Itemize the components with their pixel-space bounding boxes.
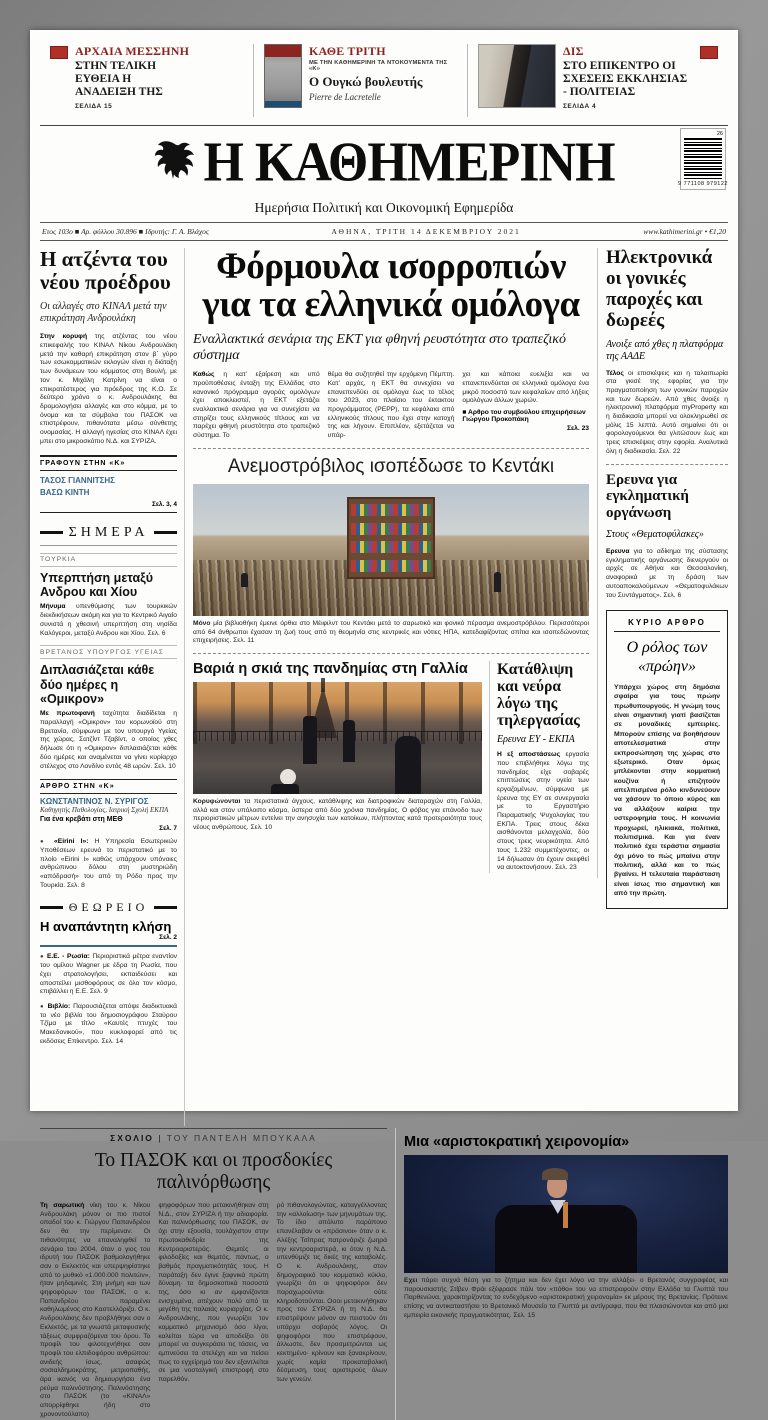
simera-item-body: Με πρωτοφανή ταχύτητα διαδίδεται η παραλλαγή «Ομικρον» του κορωνοϊού στη Βρετανία, σύμφωνα με τον υπουργό Υγείας της χώρας, Σατζίντ Τζαβίντ, ο οποίος χθες δήλωσε ότι η «Ομικρον» διπλασιάζεται κάθε δύο ημέρες και αναμένεται να γίνει κυρίαρχο στέλεχος στο Λονδίνο εντός 48 ωρών. Σελ. 10	[40, 710, 177, 770]
fry-headline: Μια «αριστοκρατική χειρονομία»	[404, 1134, 630, 1150]
teaser-kicker: ΚΑΘΕ ΤΡΙΤΗ	[309, 44, 386, 58]
author-name: ΤΑΣΟΣ ΓΙΑΝΝΙΤΣΗΣ	[40, 476, 115, 486]
arthro-header: ΑΡΘΡΟ ΣΤΗΝ «Κ»	[40, 779, 177, 794]
page-ref: Σελ. 23	[566, 425, 590, 433]
barcode-digits: 9 771108 979122	[678, 181, 728, 187]
masthead-subtitle: Ημερήσια Πολιτική και Οικονομική Εφημερίδα	[254, 200, 514, 215]
teaser-subkicker: ΜΕ ΤΗΝ ΚΑΘΗΜΕΡΙΝΗ ΤΑ ΝΤΟΚΟΥΜΕΝΤΑ ΤΗΣ «Κ»	[309, 60, 448, 72]
author-name: ΒΑΣΩ ΚΙΝΤΗ	[40, 488, 90, 498]
dashed-separator	[193, 653, 589, 654]
teaser-strip	[40, 40, 728, 126]
page-ref: Σελ. 3, 4	[40, 501, 177, 513]
left-rail	[40, 248, 184, 1126]
teaser-church	[467, 44, 728, 117]
right-story-title: Ερευνα για εγκληματική οργάνωση	[606, 471, 689, 522]
kentucky-headline: Ανεμοστρόβιλος ισοπέδωσε το Κεντάκι	[227, 455, 555, 477]
tie	[563, 1202, 568, 1228]
teaser-messini	[40, 44, 253, 117]
bullet-item: ● Ε.Ε. - Ρωσία: Περιοριστικά μέτρα εναντίον του ομίλου Wagner με έδρα τη Ρωσία, που έχει στρατολογήσει, εκπαιδεύσει και αποστείλει μισθοφόρους σε όλο τον κόσμο, επιβάλλει η Ε.Ε. Σελ. 9	[40, 953, 178, 996]
commentary-body: Τη σαρωτική νίκη του κ. Νίκου Ανδρουλάκη μόνον οι πιο πιστοί οπαδοί του κ. Γιώργου Παπανδρέου δεν θα την περίμεναν. Οι πιθανότητες να επαναληφθεί το σενάριο του 2004, όταν ο γιος του ιδρυτή του ΠΑΣΟΚ βαθμολογήθηκε σαν ο Εκλεκτός και υπερψηφίστηκε από το μυθικό «1.000.000 πολιτών», ήταν μηδαμινές. Στη μνήμη και των ψηφοφόρων του ΠΑΣΟΚ, ο κ. Παπανδρέου παραμένει καθηλωμένος στο Καστελλόριζο. Ο κ. Ανδρουλάκης δεν προβλήθηκε σαν ο Εκλεκτός, με τα γνωστά μεταφυσικής τάξεως συμφραζόμενα του όρου. Το προφίλ του φιλοτεχνήθηκε σαν προφίλ του ελπιδοφόρου ανθρώπου: ανιδεής ίσως, ασαφώς σοσιαλδημοκράτης, μετριοπαθής, άρα ικανός να δημιουργήσει ένα ρεύμα παλινόστησης. Παλινόστησης στο ΠΑΣΟΚ (το «ΚΙΝΑΛ» απορρίφθηκε ήδη στο χρονοντούλαπο) ψηφοφόρων που μετακινήθηκαν στη Ν.Δ., στον ΣΥΡΙΖΑ ή την αδιαφορία. Και παλινόρθωσης του ΠΑΣΟΚ, αν όχι στην εξουσία, τουλάχιστον στην πρωτοκαθεδρία της Κεντροαριστεράς. Θεμιτές οι φιλοδοξίες και θεμιτός, πάντως, ο βαθμός πραγματικότητάς τους. Η παράταξη δεν έγινε ξαφνικά πρώτη δύναμη· τα δημοσκοπικά ποσοστά της, όσο κι αν εμφανίζονται ενισχυμένα, απέχουν πολύ από τα μεγέθη της παλαιάς κυριαρχίας. Ο κ. Ανδρουλάκης, που γνωρίζει τον κομματικό μηχανισμό όσο λίγοι, καλείται τώρα να αποδείξει ότι μπορεί να συγκεράσει τις τάσεις, να εμπνεύσει τα στελέχη και να πείσει πως το εγχείρημά του δεν εξαντλείται σε μια νοσταλγική επιστροφή στο παρελθόν. ρό πιθανολογώντας, καταγγέλλοντας την «αλλοίωση» των μηνυμάτων της. Το ίδιο απόλυτο παράπονο επανέλαβαν οι «πράσινοι» όταν ο κ. Αλέξης Τσίπρας πατρονάριζε ζωηρά την κεντροαριστερά, κι όταν η Ν.Δ. υπενθύμιζε τις δικές της καταβολές. Ο κ. Ανδρουλάκης, στον δημογραφικό του κομματικό κύκλο, γνωρίζει ότι οι ψηφοφόροι δεν παραχωρούνται ούτε κληροδοτούνται. Οσοι μετακινήθηκαν προς τον ΣΥΡΙΖΑ ή τη Ν.Δ. θα επιστρέψουν μόνον αν πειστούν ότι υπάρχει σοβαρός λόγος. Οι ψηφοφόροι που επιστρέφουν, άλλωστε, δεν προσμετρώνται ως κεκτημένο· κρίνουν και ξανακρίνουν, χωρίς καμία προκαταβολική δέσμευση, τους αριστερούς όλων των γενεών.	[40, 1202, 387, 1418]
arthro-author: ΚΩΝΣΤΑΝΤΙΝΟΣ Ν. ΣΥΡΙΓΟΣ	[40, 797, 149, 807]
simera-item-body: Μήνυμα υπενθύμισης των τουρκικών διεκδικήσεων ακόμη και για το Κεντρικό Αιγαίο συνιστά η χθεσινή υπερπτήση στη νησίδα Καλόγεροι, μεταξύ Ανδρου και Χίου. Σελ. 6	[40, 603, 177, 637]
eirini-item: ● «Eirini I»: Η Υπηρεσία Εσωτερικών Υποθέσεων ερευνά το περιστατικό με το πλοίο «Eirini I» καθώς υπάρχουν υπόνοιες ανθρώπινου δόλου στη μυστηριώδη «απόδρασή» του από τη Ρόδο προς την Τουρκία. Σελ. 8	[40, 838, 178, 889]
editorial-title: Ο ρόλος των «πρώην»	[626, 639, 708, 675]
church-state-photo	[478, 44, 556, 108]
telework-story	[490, 661, 589, 873]
lead-body: Καθώς η κατ’ εξαίρεση και υπό προϋποθέσεις ένταξη της Ελλάδας στο κανονικό πρόγραμμα αγοράς ομολόγων έχει αποκλειστεί, η ΕΚΤ εξετάζει εναλλακτικά σενάρια για να συνεχίσει να στηρίζει τους ελληνικούς τίτλους και να παρέχει φθηνή ρευστότητα στο τραπεζικό σύστημα. Το θέμα θα συζητηθεί την ερχόμενη Πέμπτη. Κατ’ αρχάς, η ΕΚΤ θα συνεχίσει να επανεπενδύει σε ομόλογα έως το τέλος του 2023, στο πλαίσιο του έκτακτου προγράμματος (PEPP), τα κεφάλαια από ελληνικούς τίτλους που έχει στην κατοχή της και λήγουν. Επιπλέον, εξετάζεται να υπάρ- χει και κάποια ευελιξία και να επανεπενδύεται σε ελληνικά ομόλογα ένα μικρό ποσοστό των κεφαλαίων από λήξεις ομολόγων άλλων χωρών. ■ Αρθρο του συμβούλου επιχειρήσεων Γιώργου Προκοπάκη Σελ. 23	[193, 371, 590, 440]
commentary-headline: Το ΠΑΣΟΚ και οι προσδοκίες παλινόρθωσης	[94, 1150, 333, 1193]
telework-deck: Ερευνα ΕΥ - ΕΚΠΑ	[497, 734, 575, 746]
fry-caption: Εχει πάρει συχνά θέση για το ζήτημα και δεν έχει λόγο να την αλλάξει· ο Βρετανός συγγραφέας και παρουσιαστής Στίβεν Φράι εξέφρασε πάλι τον «πόθο» του να επιστραφούν στην Ελλάδα τα Γλυπτά του Παρθενώνα, χαρακτηρίζοντας το ενδεχόμενο «αριστοκρατική χειρονομία» εκ μέρους της Βρετανίας. Πρότεινε επίσης να αντικαταστήσει το Βρετανικό Μουσείο τα Γλυπτά με αντίγραφα, που θα πλαισιώνονται και από μια εμπειρία εικονικής πραγματικότητας. Σελ. 15	[404, 1277, 728, 1319]
simera-item-title: Υπερπτήση μεταξύ Ανδρου και Χίου	[40, 570, 154, 600]
fry-article	[396, 1128, 728, 1420]
right-story-body: Ερευνα για το αδίκημα της σύστασης εγκληματικής οργάνωσης διενεργούν οι αρχές σε Αθήνα και Θεσσαλονίκη, αναφορικά με τη δράση των αυτοαποκαλούμενων «Θεματοφυλάκων του Συντάγματος». Σελ. 6	[606, 547, 728, 599]
bookshelf	[347, 497, 434, 579]
telework-headline: Κατάθλιψη και νεύρα λόγω της τηλεργασίας	[497, 660, 580, 730]
lead-note: ■ Αρθρο του συμβούλου επιχειρήσεων Γιώργου Προκοπάκη	[462, 409, 586, 424]
teaser-page: ΣΕΛΙΔΑ 4	[563, 102, 597, 110]
teaser-title: ΣΤΟ ΕΠΙΚΕΝΤΡΟ ΟΙ ΣΧΕΣΕΙΣ ΕΚΚΛΗΣΙΑΣ - ΠΟΛΙΤΕΙΑΣ	[563, 60, 688, 99]
child-silhouette	[271, 784, 299, 794]
kicker-tourkia: ΤΟΥΡΚΙΑ	[40, 553, 177, 567]
dashed-separator	[193, 448, 589, 449]
right-story-body: Τέλος οι επισκέψεις και η ταλαιπωρία στα γκισέ της εφορίας για την πραγματοποίηση των γονικών παροχών και των δωρεών. Από χθες άνοιξε η ηλεκτρονική πλατφόρμα myProperty και η διαδικασία μπορεί να ολοκληρωθεί σε μόλις 15 λεπτά. Αυτό σημαίνει ότι οι φορολογούμενοι θα γλιτώσουν έως και τρεις επισκέψεις στην εφορία. Αναλυτικά όλη η διαδικασία. Σελ. 22	[606, 369, 728, 455]
france-caption: Κορυφώνονται τα περιστατικά άγχους, κατάθλιψης και διατροφικών διαταραχών στη Γαλλία, αλλά και στον υπόλοιπο κόσμο, ύστερα από δύο χρόνια πανδημίας. Ο φόβος για επάνοδο των περιοριστικών μέτρων εντείνει την ανησυχία των κατοίκων, πλήττοντας κατά προτεραιότητα τους νέους ανθρώπους. Σελ. 10	[193, 797, 483, 832]
bullet-item: ● Βιβλίο: Παρουσιάζεται απόψε διαδικτυακά το νέο βιβλίο του δημοσιογράφου Σταύρου Τζίμα με τίτλο «Καυτές πτυχές του Μακεδονικού», που κυκλοφορεί από τις εκδόσεις Επίκεντρο. Σελ. 14	[40, 1002, 178, 1045]
kicker-health-minister: ΒΡΕΤΑΝΟΣ ΥΠΟΥΡΓΟΣ ΥΓΕΙΑΣ	[40, 645, 177, 659]
editorial-box	[606, 610, 728, 908]
lead-headline: Φόρμουλα ισορροπιών για τα ελληνικά ομόλογα	[202, 246, 580, 326]
teaser-page: ΣΕΛΙΔΑ 15	[75, 102, 113, 110]
person-silhouette	[241, 573, 248, 587]
park-fence	[193, 731, 482, 741]
simera-header: ΣΗΜΕΡΑ	[40, 525, 177, 541]
theoreio-title: Η αναπάντητη κλήση	[40, 919, 172, 935]
hair	[542, 1168, 568, 1180]
lead-deck: Εναλλακτικά σενάρια της ΕΚΤ για φθηνή ρευστότητα στο τραπεζικό σύστημα	[193, 332, 567, 364]
page-ref: Σελ. 2	[40, 934, 177, 947]
dateline	[40, 222, 728, 241]
book-cover-image	[264, 44, 302, 108]
right-story-title: Ηλεκτρονικά οι γονικές παροχές και δωρεές	[606, 247, 713, 331]
right-rail	[598, 248, 728, 1126]
paris-park-photo	[193, 682, 482, 794]
france-headline: Βαριά η σκιά της πανδημίας στη Γαλλία	[193, 660, 468, 677]
commentary-article	[40, 1128, 396, 1420]
kentucky-caption: Μόνο μία βιβλιοθήκη έμεινε όρθια στο Μέιφιλντ του Κεντάκι μετά το σαρωτικό και φονικό πέρασμα ανεμοστρόβιλου. Περισσότεροι από 64 άνθρωποι έχασαν τη ζωή τους από τη θεομηνία στις κεντρικές και νότιες ΗΠΑ, κατεδαφίζοντας σπίτια και ισοπεδώνοντας επιχειρήσεις. Σελ. 11	[193, 619, 589, 645]
commentary-kicker: ΣΧΟΛΙΟ | ΤΟΥ ΠΑΝΤΕΛΗ ΜΠΟΥΚΑΛΑ	[40, 1128, 387, 1146]
grafoun-header: ΓΡΑΦΟΥΝ ΣΤΗΝ «Κ»	[40, 457, 177, 471]
teaser-title: Ο Ουγκώ βουλευτής	[309, 74, 423, 89]
stephen-fry-photo	[404, 1155, 728, 1273]
grafoun-block	[40, 455, 177, 512]
editorial-header: ΚΥΡΙΟ ΑΡΘΡΟ	[614, 618, 720, 632]
barcode-stripes	[684, 137, 722, 179]
pedestrian-silhouette	[343, 720, 355, 762]
eagle-emblem-icon	[153, 139, 193, 185]
teaser-kicker: ΔΙΣ	[563, 44, 584, 58]
front-page	[30, 30, 738, 1418]
simera-item-title: Διπλασιάζεται κάθε δύο ημέρες η «Ομικρον»	[40, 663, 155, 706]
masthead	[40, 126, 728, 198]
person-silhouette	[494, 572, 501, 592]
barcode-issue-number: 26	[716, 131, 723, 137]
barcode	[680, 128, 726, 190]
center-column	[185, 248, 597, 1126]
france-story	[193, 661, 489, 873]
agenda-title: Η ατζέντα του νέου προέδρου	[40, 247, 171, 294]
pedestrian-silhouette	[303, 716, 317, 764]
arthro-title: Για ένα κρεβάτι στη ΜΕΘ	[40, 816, 123, 824]
child-bobble-hat	[280, 769, 296, 785]
website-price: www.kathimerini.gr • €1,20	[643, 227, 726, 236]
date-text: ΑΘΗΝΑ, ΤΡΙΤΗ 14 ΔΕΚΕΜΒΡΙΟΥ 2021	[331, 227, 521, 236]
woman-silhouette	[395, 736, 421, 794]
issue-info: Ετος 103ο ■ Αρ. φύλλου 30.896 ■ Ιδρυτής: Γ. Α. Βλάχος	[42, 227, 209, 236]
editorial-body: Υπάρχει χώρος στη δημόσια σφαίρα για τους πρώην πρωθυπουργούς. Η γνώμη τους είναι σημαντική γιατί βασίζεται σε μοναδικές εμπειρίες. Μπορούν επίσης να βοηθήσουν αποτελεσματικά στην εκπροσώπηση της χώρας στο εξωτερικό. Οταν όμως μπλέκονται στην κομματική κουζίνα ή επιζητούν απελπισμένα ρόλο κινδυνεύουν να χάσουν το όποιο κύρος και να αλλάξουν καίρια την υστεροφημία τους. Η κοινωνία προχωρεί, ηλικιακά, πολιτικά, πολιτισμικά. Και για έναν πολιτικό έχει τεράστια σημασία όχι μόνο το πώς μπαίνει στην πολιτική, αλλά και το πώς βγαίνει. Η τελευταία παράσταση είναι ίσως πιο σημαντική και από την πρώτη.	[614, 683, 720, 898]
agenda-deck: Οι αλλαγές στο ΚΙΝΑΛ μετά την επικράτηση Ανδρουλάκη	[40, 301, 167, 325]
red-corner-chip	[700, 46, 718, 59]
teaser-author: Pierre de Lacretelle	[309, 91, 381, 102]
red-corner-chip	[50, 46, 68, 59]
kentucky-tornado-photo	[193, 484, 589, 616]
arthro-role: Καθηγητής Παθολογίας, Ιατρική Σχολή ΕΚΠΑ	[40, 806, 169, 815]
newspaper-title: Η ΚΑΘΗΜΕΡΙΝΗ	[203, 131, 615, 193]
right-story-deck: Στους «Θεματοφύλακες»	[606, 528, 704, 540]
teaser-title: ΣΤΗΝ ΤΕΛΙΚΗ ΕΥΘΕΙΑ Η ΑΝΑΔΕΙΞΗ ΤΗΣ	[75, 60, 163, 99]
right-story-deck: Ανοιξε από χθες η πλατφόρμα της ΑΑΔΕ	[606, 338, 724, 362]
teaser-kicker: ΑΡΧΑΙΑ ΜΕΣΣΗΝΗ	[75, 44, 190, 58]
dashed-separator	[606, 464, 728, 465]
theoreio-header: ΘΕΩΡΕΙΟ	[40, 900, 177, 915]
page-ref: Σελ. 7	[159, 825, 177, 833]
teaser-book	[253, 44, 467, 117]
agenda-body: Στην κορυφή της ατζέντας του νέου επικεφαλής του ΚΙΝΑΛ Νίκου Ανδρουλάκη μετά την καθαρή επικράτηση στον β΄ γύρο των εσωκομματικών εκλογών είναι η διάταξη των δυνάμεων του κόμματος στη Βουλή, με τον κ. Μιχάλη Κατρίνη να είναι ο επικρατέστερος για πρόεδρος της Κ.Ο. Σε δεύτερο χρόνο ο κ. Ανδρουλάκης θα δρομολογήσει αλλαγές και στο κόμμα, με το όνομα και τα σύμβολα του ΠΑΣΟΚ να επιστρέφουν, πιθανότατα μέσω σύνθετης ονομασίας. Η αλλαγή ηγεσίας στο ΚΙΝΑΛ έχει μπει στο μικροσκόπιο Ν.Δ. και ΣΥΡΙΖΑ.	[40, 333, 178, 445]
telework-body: Η εξ αποστάσεως εργασία που επιβλήθηκε λόγω της πανδημίας είχε σοβαρές επιπτώσεις στην υγεία των εργαζομένων, σύμφωνα με έρευνα της ΕΥ σε συνεργασία με το Εργαστήριο Πειραματικής Ψυχολογίας του ΕΚΠΑ. Τρεις στους δέκα αισθάνονται μελαγχολία, δύο στους τρεις νευρικότητα. Από τους 1.232 συμμετέχοντες, οι 14 δήλωσαν ότι έχουν σκεφθεί να αυτοκτονήσουν. Σελ. 23	[497, 751, 590, 872]
